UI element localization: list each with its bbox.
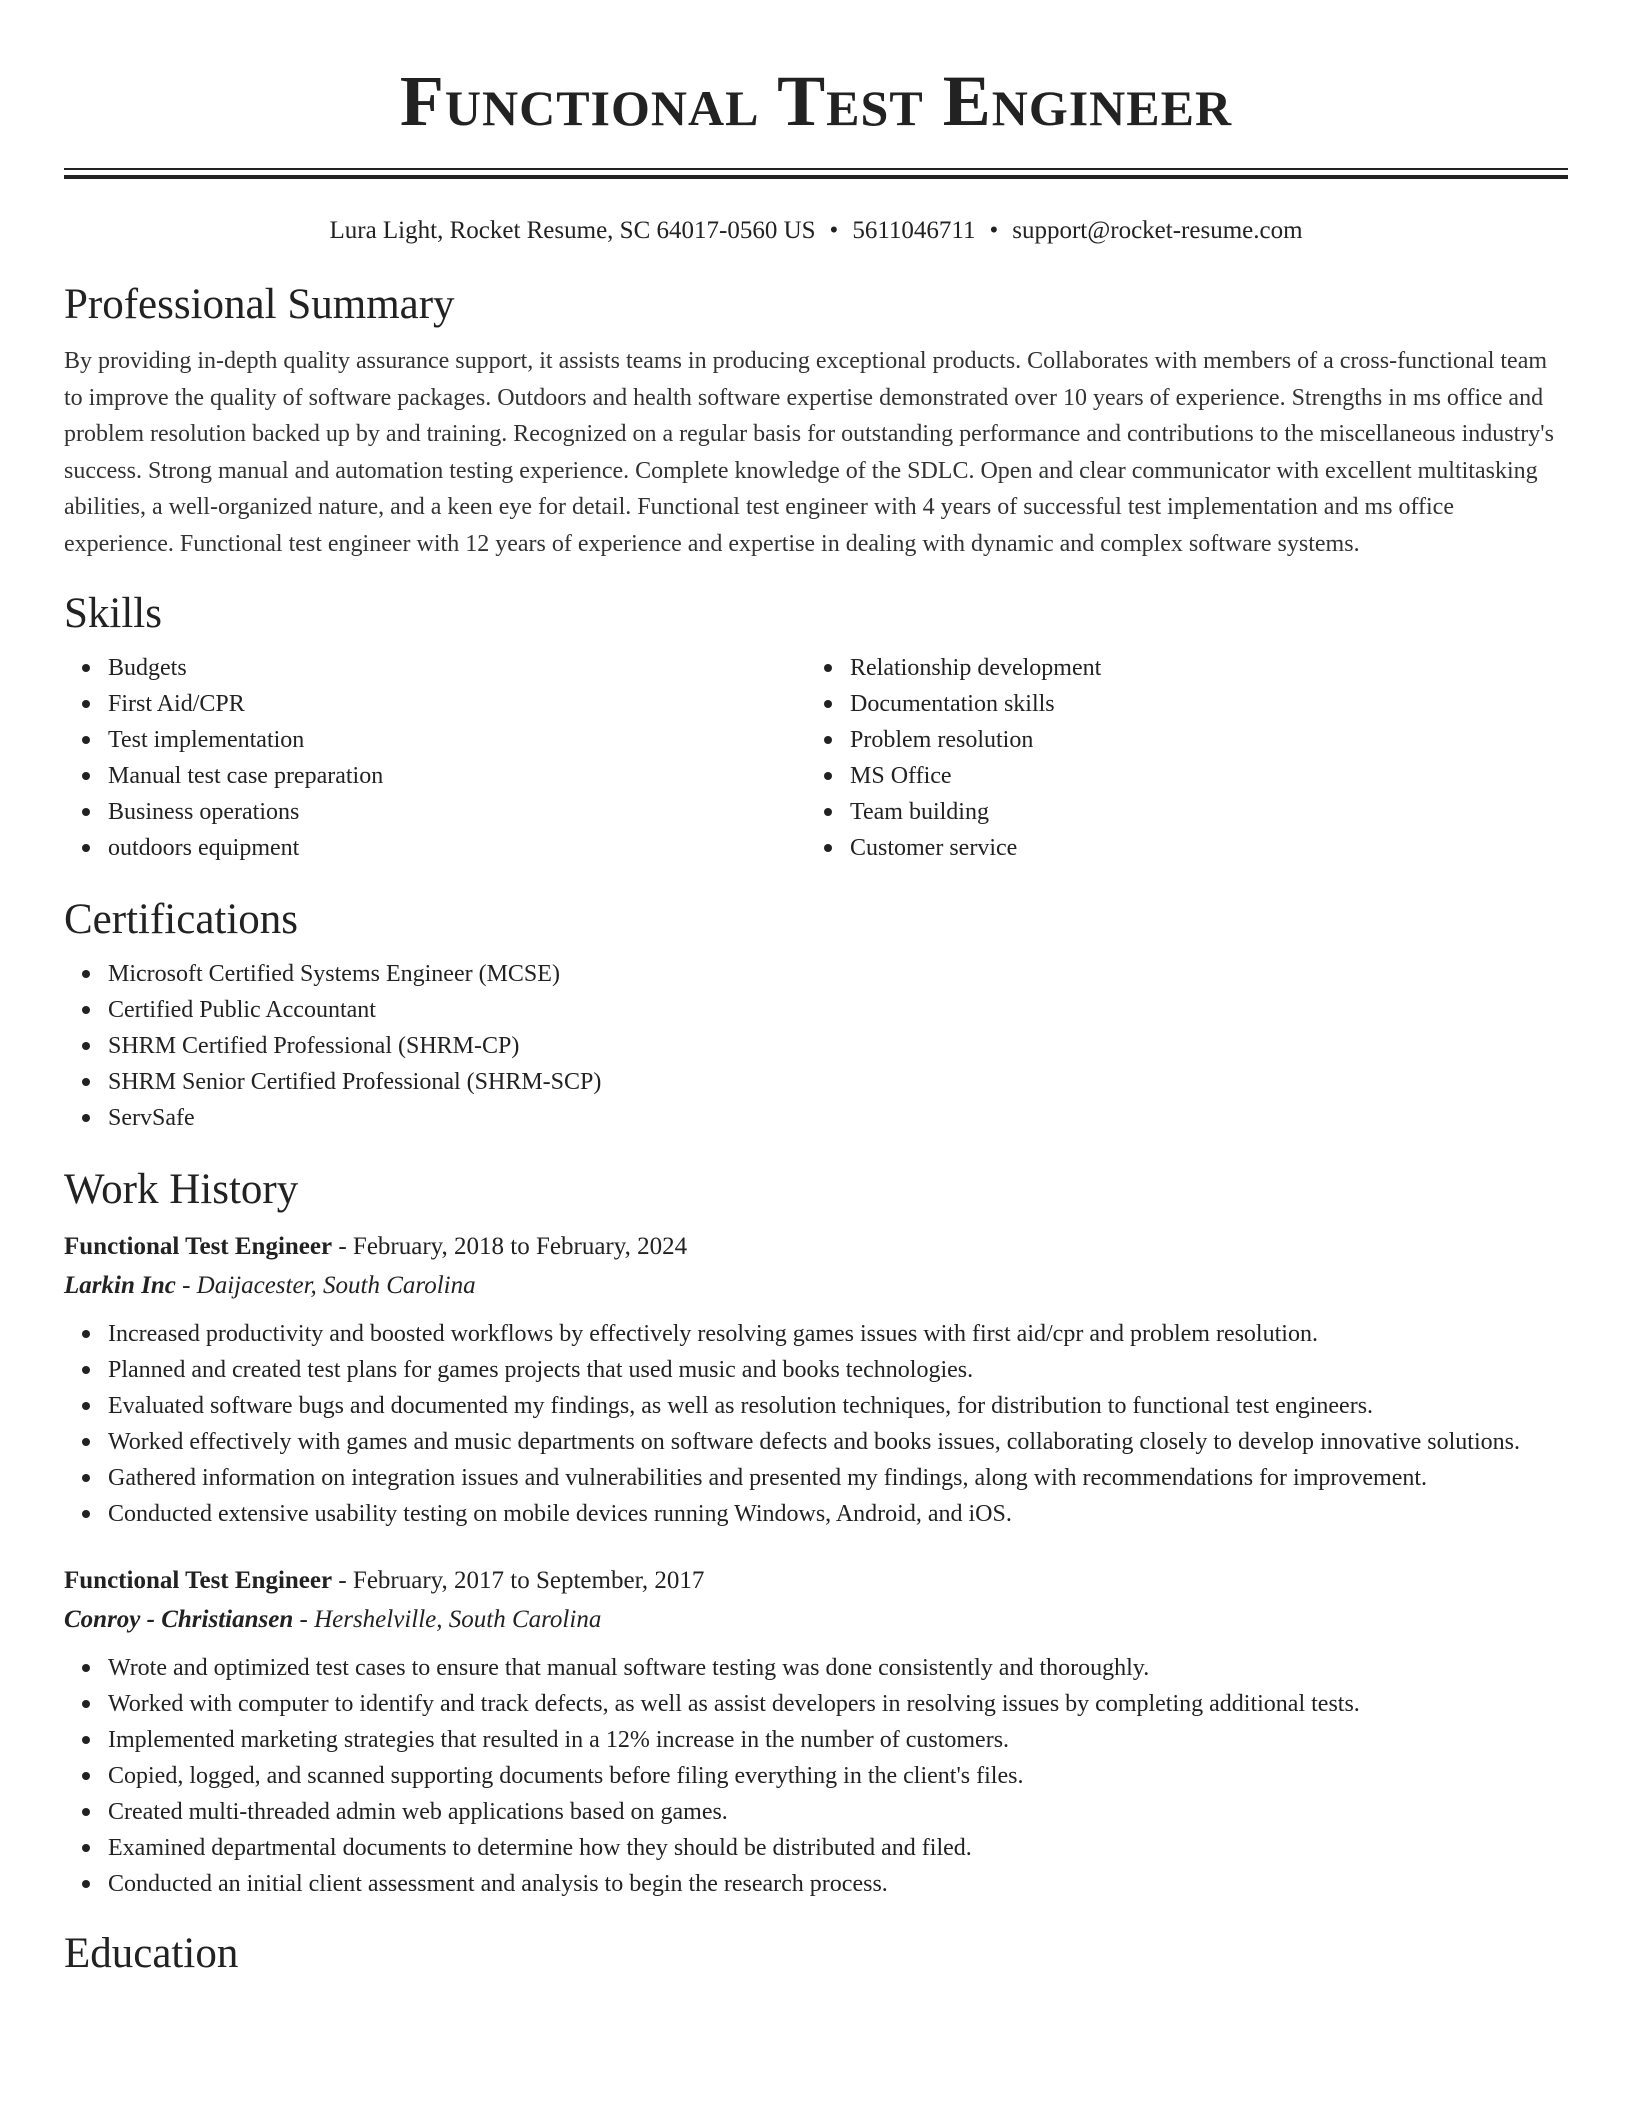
contact-line [64,215,1568,247]
certification-item: Microsoft Certified Systems Engineer (MCSE) [64,956,1568,992]
skill-item: Problem resolution [806,722,1548,758]
company-name: Larkin Inc [64,1272,176,1299]
company-location: - Daijacester, South Carolina [175,1272,476,1299]
job-duties-list [64,1650,1568,1902]
certifications-section [64,892,1568,1136]
education-heading: Education [64,1930,239,1977]
job-duty-item: Conducted extensive usability testing on mobile devices running Windows, Android, and iOS. [64,1496,1568,1532]
title-divider [64,168,1568,179]
job-title-line [64,1562,1568,1600]
job-duty-item: Gathered information on integration issues and vulnerabilities and presented my findings, along with recommendations for improvement. [64,1460,1568,1496]
certification-item: SHRM Certified Professional (SHRM-CP) [64,1028,1568,1064]
job-title-line [64,1228,1568,1266]
job-duty-item: Examined departmental documents to determine how they should be distributed and filed. [64,1830,1568,1866]
skill-item: Relationship development [806,650,1548,686]
skills-column-left [64,650,806,866]
skills-heading: Skills [64,590,162,637]
contact-phone: 5611046711 [852,217,976,244]
summary-text: By providing in-depth quality assurance support, it assists teams in producing exceptional products. Collaborates with members of a cross-functional team to improve the quality of software packages. Outdoors and health software expertise demonstrated over 10 years of experience. Strengths in ms office and problem resolution backed up by and training. Recognized on a regular basis for outstanding performance and contributions to the miscellaneous industry's success. Strong manual and automation testing experience. Complete knowledge of the SDLC. Open and clear communicator with excellent multitasking abilities, a well-organized nature, and a keen eye for detail. Functional test engineer with 4 years of successful test implementation and ms office experience. Functional test engineer with 12 years of experience and expertise in dealing with dynamic and complex software systems. [64,348,1554,557]
resume-page [64,0,1568,1982]
skill-item: Manual test case preparation [64,758,806,794]
skills-column-right [806,650,1548,866]
job-duties-list [64,1316,1568,1532]
skill-item: MS Office [806,758,1548,794]
job-duty-item: Created multi-threaded admin web applications based on games. [64,1794,1568,1830]
job-duty-item: Copied, logged, and scanned supporting documents before filing everything in the client's files. [64,1758,1568,1794]
certifications-list [64,956,1568,1136]
contact-separator: • [989,217,999,244]
job-duty-item: Wrote and optimized test cases to ensure that manual software testing was done consistently and thoroughly. [64,1650,1568,1686]
job-duty-item: Planned and created test plans for games projects that used music and books technologies. [64,1352,1568,1388]
education-section [64,1926,1568,1982]
contact-address: Lura Light, Rocket Resume, SC 64017-0560 US [329,217,816,244]
skill-item: Customer service [806,830,1548,866]
job-duty-item: Conducted an initial client assessment and analysis to begin the research process. [64,1866,1568,1902]
company-name: Conroy - Christiansen [64,1606,294,1633]
summary-heading: Professional Summary [64,281,455,328]
job-duty-item: Evaluated software bugs and documented my findings, as well as resolution techniques, for distribution to functional test engineers. [64,1388,1568,1424]
skill-item: Documentation skills [806,686,1548,722]
work-history-section [64,1162,1568,1902]
skills-grid [64,650,1568,866]
contact-email[interactable]: support@rocket-resume.com [1012,217,1303,244]
job-dates: - February, 2017 to September, 2017 [332,1567,705,1594]
resume-title: Functional Test Engineer [399,61,1233,141]
skill-item: outdoors equipment [64,830,806,866]
skill-item: First Aid/CPR [64,686,806,722]
job-duty-item: Worked effectively with games and music departments on software defects and books issues, collaborating closely to develop innovative solutions. [64,1424,1568,1460]
summary-section [64,277,1568,562]
skill-item: Test implementation [64,722,806,758]
job-entry [64,1228,1568,1532]
job-dates: - February, 2018 to February, 2024 [332,1233,688,1260]
company-line [64,1600,1568,1640]
work-history-heading: Work History [64,1166,299,1213]
company-location: - Hershelville, South Carolina [293,1606,602,1633]
job-entry [64,1562,1568,1902]
job-title: Functional Test Engineer [64,1233,333,1260]
job-duty-item: Worked with computer to identify and track defects, as well as assist developers in resolving issues by completing additional tests. [64,1686,1568,1722]
certification-item: Certified Public Accountant [64,992,1568,1028]
job-duty-item: Implemented marketing strategies that resulted in a 12% increase in the number of customers. [64,1722,1568,1758]
job-title: Functional Test Engineer [64,1567,333,1594]
skill-item: Team building [806,794,1548,830]
certification-item: ServSafe [64,1100,1568,1136]
certifications-heading: Certifications [64,896,299,943]
skill-item: Business operations [64,794,806,830]
certification-item: SHRM Senior Certified Professional (SHRM-SCP) [64,1064,1568,1100]
company-line [64,1266,1568,1306]
job-duty-item: Increased productivity and boosted workflows by effectively resolving games issues with first aid/cpr and problem resolution. [64,1316,1568,1352]
skills-section [64,586,1568,866]
skill-item: Budgets [64,650,806,686]
contact-separator: • [829,217,839,244]
